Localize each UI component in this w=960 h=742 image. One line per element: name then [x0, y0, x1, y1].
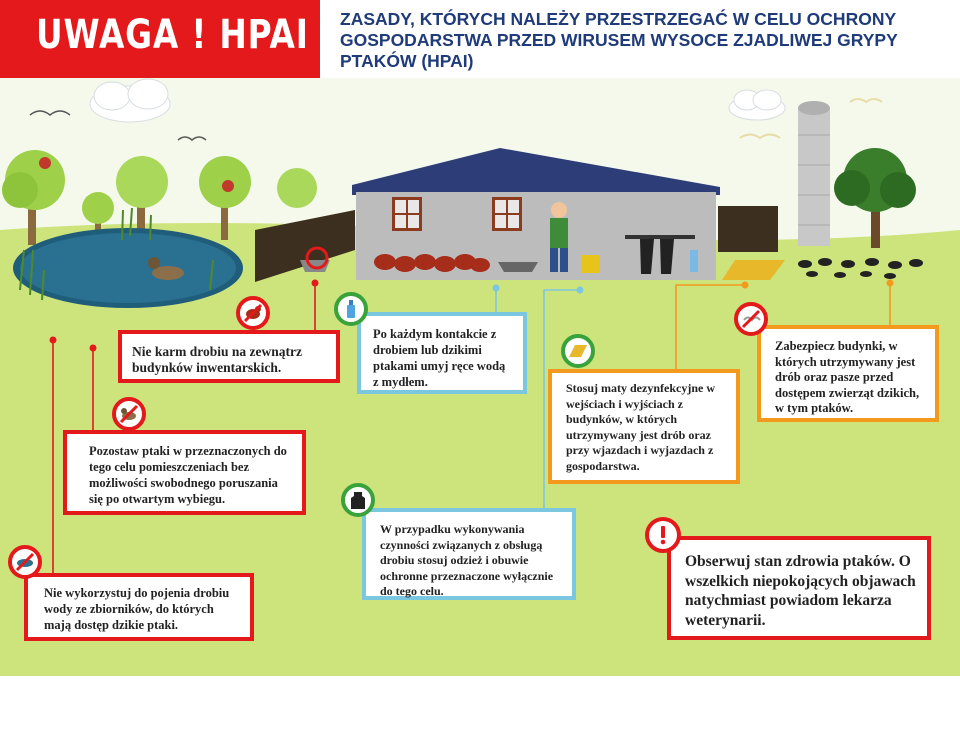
rule-feed-box: [118, 330, 340, 383]
rule-mats-box: [548, 369, 740, 484]
cloud-right: [729, 90, 785, 120]
rule-water-text: Nie wykorzystuj do pojenia drobiu wody ze zbiorników, do których mają dostęp dzikie ptaki.: [44, 586, 230, 632]
warning-exclamation-icon: [645, 517, 681, 553]
fence-right: [718, 206, 778, 252]
page-title: ZASADY, KTÓRYCH NALEŻY PRZESTRZEGAĆ W CELU OCHRONY GOSPODARSTWA PRZED WIRUSEM WYSOCE ZJADLIWEJ GRYPY PTAKÓW (HPAI): [340, 9, 898, 71]
silo: [798, 101, 830, 246]
no-duck-icon: [112, 397, 146, 431]
rule-observe-text: Obserwuj stan zdrowia ptaków. O wszelkich niepokojących objawach natychmiast powiadom lekarza weterynarii.: [685, 553, 916, 629]
rule-secure-text: Zabezpiecz budynki, w których utrzymywany jest drób oraz pasze przed dostępem zwierząt dzikich, w tym ptaków.: [775, 339, 920, 415]
warning-badge-text: UWAGA ! HPAI: [36, 12, 309, 58]
rule-wash-text: Po każdym kontakcie z drobiem lub dzikimi ptakami umyj ręce wodą z mydłem.: [373, 327, 506, 389]
disinfection-mat-icon: [561, 334, 595, 368]
rule-water-box: [24, 573, 254, 641]
rule-wash-box: [357, 312, 527, 394]
rule-mats-text: Stosuj maty dezynfekcyjne w wejściach i wyjściach z budynków, w których utrzymywany jest drób oraz przy wjazdach i wyjazdach z gospodarstwa.: [566, 381, 715, 473]
rule-keep-box: [63, 430, 306, 515]
rule-secure-box: [757, 325, 939, 422]
apron-icon: [341, 483, 375, 517]
rule-clothes-box: [362, 508, 576, 600]
rule-clothes-text: W przypadku wykonywania czynności związanych z obsługą drobiu stosuj odzież i obuwie ochronne przeznaczone wyłącznie do tego celu.: [380, 522, 554, 598]
rule-feed-text: Nie karm drobiu na zewnątrz budynków inwentarskich.: [132, 344, 302, 375]
no-chicken-icon: [236, 296, 270, 330]
rule-observe-box: [667, 536, 931, 640]
warning-badge: [0, 0, 320, 78]
no-bird-icon: [734, 302, 768, 336]
soap-bottle-icon: [334, 292, 368, 326]
no-fish-water-icon: [8, 545, 42, 579]
rule-keep-text: Pozostaw ptaki w przeznaczonych do tego celu pomieszczeniach bez możliwości swobodnego poruszania się po otwartym wybiegu.: [89, 444, 287, 506]
